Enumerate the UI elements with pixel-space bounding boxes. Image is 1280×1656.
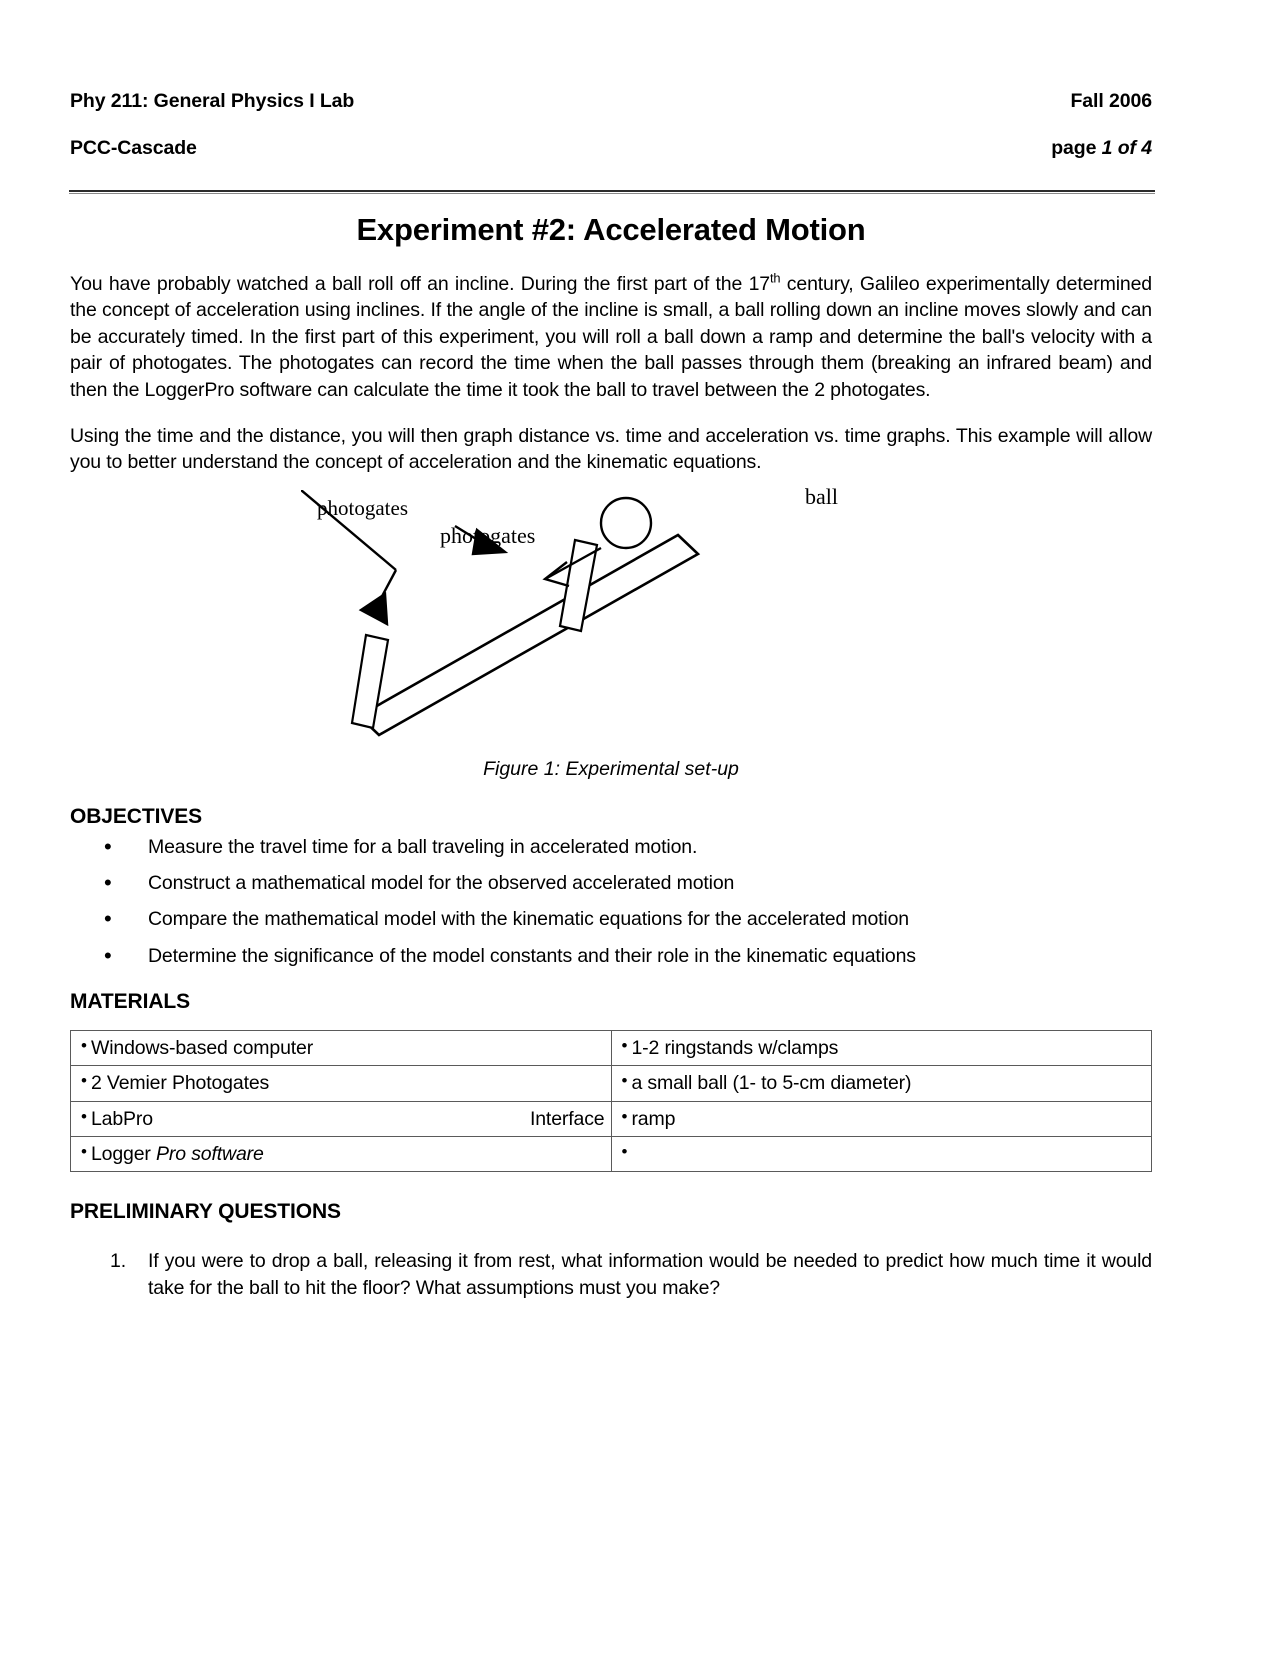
intro-paragraph-2: Using the time and the distance, you will then graph distance vs. time and acceleration vs. time graphs. This example will allow you to better understand the concept of acceleration and the kinematic equations. <box>70 425 1152 474</box>
material-text-italic: Pro software <box>156 1143 264 1166</box>
material-item <box>612 1066 1152 1100</box>
ordinal-suffix: th <box>769 270 781 286</box>
bullet-icon: • <box>621 1142 628 1162</box>
figure-caption: Figure 1: Experimental set-up <box>483 757 739 780</box>
ball-shape <box>601 498 651 548</box>
table-cell <box>611 1137 1152 1172</box>
table-cell <box>611 1031 1152 1066</box>
material-item <box>612 1031 1152 1065</box>
header-divider <box>69 190 1155 194</box>
photogates-label: photogates <box>317 495 408 520</box>
bullet-icon: • <box>81 1142 87 1162</box>
materials-table <box>70 1030 1152 1172</box>
materials-heading: MATERIALS <box>70 990 191 1014</box>
question-number: 1. <box>110 1250 126 1273</box>
running-header <box>70 66 1152 185</box>
table-cell <box>71 1137 612 1172</box>
ramp-diagram <box>301 490 921 758</box>
bullet-icon: • <box>104 942 112 968</box>
page-number-label <box>1051 137 1152 161</box>
table-cell <box>71 1101 612 1136</box>
material-text <box>81 1141 605 1167</box>
institution-name: PCC-Cascade <box>70 137 197 160</box>
material-item <box>612 1102 1152 1136</box>
intro-paragraph-1-part-b: century, Galileo experimentally determined the concept of acceleration using inclines. If the angle of the incline is small, a ball rolling down an incline moves slowly and can be accurately timed. In the first part of this experiment, you will roll a ball down a ramp and determine the ball's velocity with a pair of photogates. The photogates can record the time when the ball passes through them (breaking an infrared beam) and then the LoggerPro software can calculate the time it took the ball to travel between the 2 photogates. <box>70 272 1152 401</box>
objective-item <box>70 906 1152 932</box>
material-text: 1-2 ringstands w/clamps <box>631 1037 839 1060</box>
header-left <box>70 66 354 185</box>
objective-item <box>70 834 1152 860</box>
objective-text: Determine the significance of the model constants and their role in the kinematic equations <box>148 944 916 967</box>
objective-text: Construct a mathematical model for the observed accelerated motion <box>148 872 735 895</box>
table-cell <box>611 1066 1152 1101</box>
preliminary-questions-heading: PRELIMINARY QUESTIONS <box>70 1200 341 1224</box>
bullet-icon: • <box>104 906 112 932</box>
ball-label: ball <box>805 483 838 509</box>
material-item <box>71 1066 611 1100</box>
table-row <box>71 1066 1152 1101</box>
objective-text: Compare the mathematical model with the kinematic equations for the accelerated motion <box>148 908 909 931</box>
material-item <box>71 1137 611 1171</box>
objectives-heading: OBJECTIVES <box>70 804 203 828</box>
figure-1 <box>70 483 1152 781</box>
intro-paragraph-1 <box>70 271 1152 403</box>
material-text-plain: Logger <box>90 1143 157 1166</box>
objective-item <box>70 943 1152 969</box>
bullet-icon: • <box>621 1106 628 1126</box>
question-item <box>70 1248 1152 1301</box>
course-title: Phy 211: General Physics I Lab <box>70 89 355 112</box>
bullet-icon: • <box>81 1071 87 1091</box>
bullet-icon: • <box>81 1036 87 1056</box>
table-row <box>71 1137 1152 1172</box>
bullet-icon: • <box>621 1071 628 1091</box>
table-cell <box>71 1066 612 1101</box>
objective-text: Measure the travel time for a ball traveling in accelerated motion. <box>148 835 698 858</box>
ramp-shape <box>359 535 698 735</box>
question-text: If you were to drop a ball, releasing it from rest, what information would be needed to predict how much time it would take for the ball to hit the floor? What assumptions must you make? <box>148 1250 1152 1299</box>
material-text: Windows-based computer <box>90 1037 314 1060</box>
term-label: Fall 2006 <box>1070 89 1152 112</box>
objective-item <box>70 870 1152 896</box>
table-cell <box>611 1101 1152 1136</box>
objectives-list <box>70 834 1152 969</box>
intro-paragraph-1-part-a: You have probably watched a ball roll off an incline. During the first part of the 17 <box>70 272 770 295</box>
photogates-label-text: photogates <box>440 522 536 548</box>
table-row <box>71 1101 1152 1136</box>
material-item <box>71 1102 611 1136</box>
page-title: Experiment #2: Accelerated Motion <box>356 211 866 247</box>
arrow-to-upper-photogate <box>455 526 505 554</box>
bullet-icon: • <box>104 833 112 859</box>
bullet-icon: • <box>104 870 112 896</box>
table-cell <box>71 1031 612 1066</box>
header-right <box>1051 66 1152 185</box>
page-number: 1 of 4 <box>1101 137 1152 160</box>
material-item <box>71 1031 611 1065</box>
preliminary-questions-list <box>70 1248 1152 1301</box>
page-prefix: page <box>1051 137 1102 160</box>
material-text: a small ball (1- to 5-cm diameter) <box>631 1072 912 1095</box>
material-text: LabPro Interface <box>90 1107 605 1130</box>
material-text: ramp <box>631 1107 676 1130</box>
bullet-icon: • <box>621 1036 628 1056</box>
table-row <box>71 1031 1152 1066</box>
bullet-icon: • <box>81 1106 87 1126</box>
material-item <box>612 1137 1152 1166</box>
material-text: 2 Vemier Photogates <box>90 1072 270 1095</box>
